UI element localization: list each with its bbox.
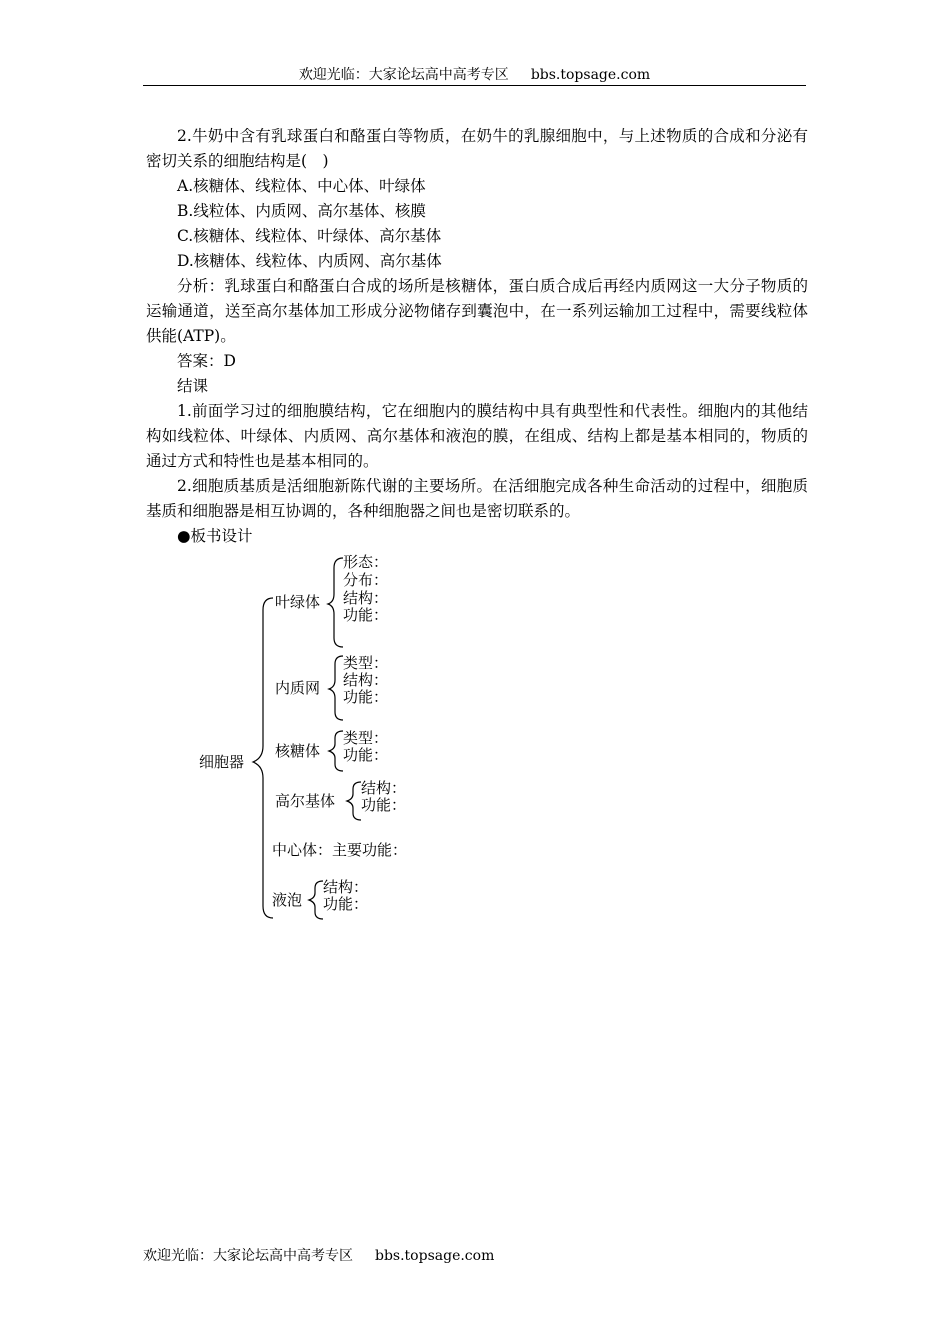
- page-footer: [143, 1247, 494, 1265]
- vacuole-item: 结构：: [323, 878, 369, 896]
- chloroplast-brace: [328, 558, 343, 647]
- golgi-brace: [347, 782, 361, 820]
- header-rule: [143, 85, 806, 86]
- chloroplast-item: 分布：: [343, 571, 389, 589]
- analysis: 分析：乳球蛋白和酪蛋白合成的场所是核糖体，蛋白质合成后再经内质网这一大分子物质的运输通道，送至高尔基体加工形成分泌物储存到囊泡中，在一系列运输加工过程中，需要线粒体供能(ATP)。: [146, 277, 808, 345]
- golgi-item: 功能：: [361, 796, 407, 814]
- option-b: B.线粒体、内质网、高尔基体、核膜: [177, 202, 426, 220]
- er-item: 类型：: [343, 654, 389, 672]
- golgi-item: 结构：: [361, 779, 407, 797]
- vacuole-item: 功能：: [323, 895, 369, 913]
- er-brace: [329, 656, 343, 720]
- question-stem: 2.牛奶中含有乳球蛋白和酪蛋白等物质，在奶牛的乳腺细胞中，与上述物质的合成和分泌有密切关系的细胞结构是( ): [146, 127, 808, 170]
- chloroplast-item: 形态：: [343, 553, 389, 571]
- option-c: C.核糖体、线粒体、叶绿体、高尔基体: [177, 227, 442, 245]
- summary-title: 结课: [177, 377, 209, 395]
- page-header: [143, 66, 806, 84]
- main-content: [146, 124, 808, 549]
- er-label: 内质网: [275, 679, 321, 697]
- ribosome-label: 核糖体: [275, 742, 321, 760]
- summary-paragraph-1: 1.前面学习过的细胞膜结构，它在细胞内的膜结构中具有典型性和代表性。细胞内的其他结构如线粒体、叶绿体、内质网、高尔基体和液泡的膜，在组成、结构上都是基本相同的，物质的通过方式和特性也是基本相同的。: [146, 402, 808, 470]
- er-item: 结构：: [343, 671, 389, 689]
- answer: 答案：D: [177, 352, 236, 370]
- header-url: bbs.topsage.com: [530, 67, 651, 83]
- board-title: ●板书设计: [177, 527, 253, 545]
- header-welcome: 欢迎光临：大家论坛高中高考专区: [298, 67, 509, 83]
- ribosome-brace: [329, 731, 343, 771]
- ribosome-item: 功能：: [343, 746, 389, 764]
- option-a: A.核糖体、线粒体、中心体、叶绿体: [177, 177, 426, 195]
- centrosome-label: 中心体：主要功能：: [272, 841, 408, 859]
- vacuole-brace: [309, 881, 323, 919]
- board-diagram: [195, 550, 495, 930]
- footer-welcome: 欢迎光临：大家论坛高中高考专区: [143, 1248, 353, 1264]
- ribosome-item: 类型：: [343, 729, 389, 747]
- chloroplast-item: 功能：: [343, 606, 389, 624]
- root-label: 细胞器: [199, 753, 245, 771]
- option-d: D.核糖体、线粒体、内质网、高尔基体: [177, 252, 442, 270]
- summary-paragraph-2: 2.细胞质基质是活细胞新陈代谢的主要场所。在活细胞完成各种生命活动的过程中，细胞质基质和细胞器是相互协调的，各种细胞器之间也是密切联系的。: [146, 477, 808, 520]
- golgi-label: 高尔基体: [275, 792, 336, 810]
- chloroplast-label: 叶绿体: [275, 593, 321, 611]
- er-item: 功能：: [343, 688, 389, 706]
- vacuole-label: 液泡: [272, 891, 303, 909]
- footer-url: bbs.topsage.com: [375, 1248, 495, 1264]
- chloroplast-item: 结构：: [343, 589, 389, 607]
- main-brace: [253, 598, 273, 918]
